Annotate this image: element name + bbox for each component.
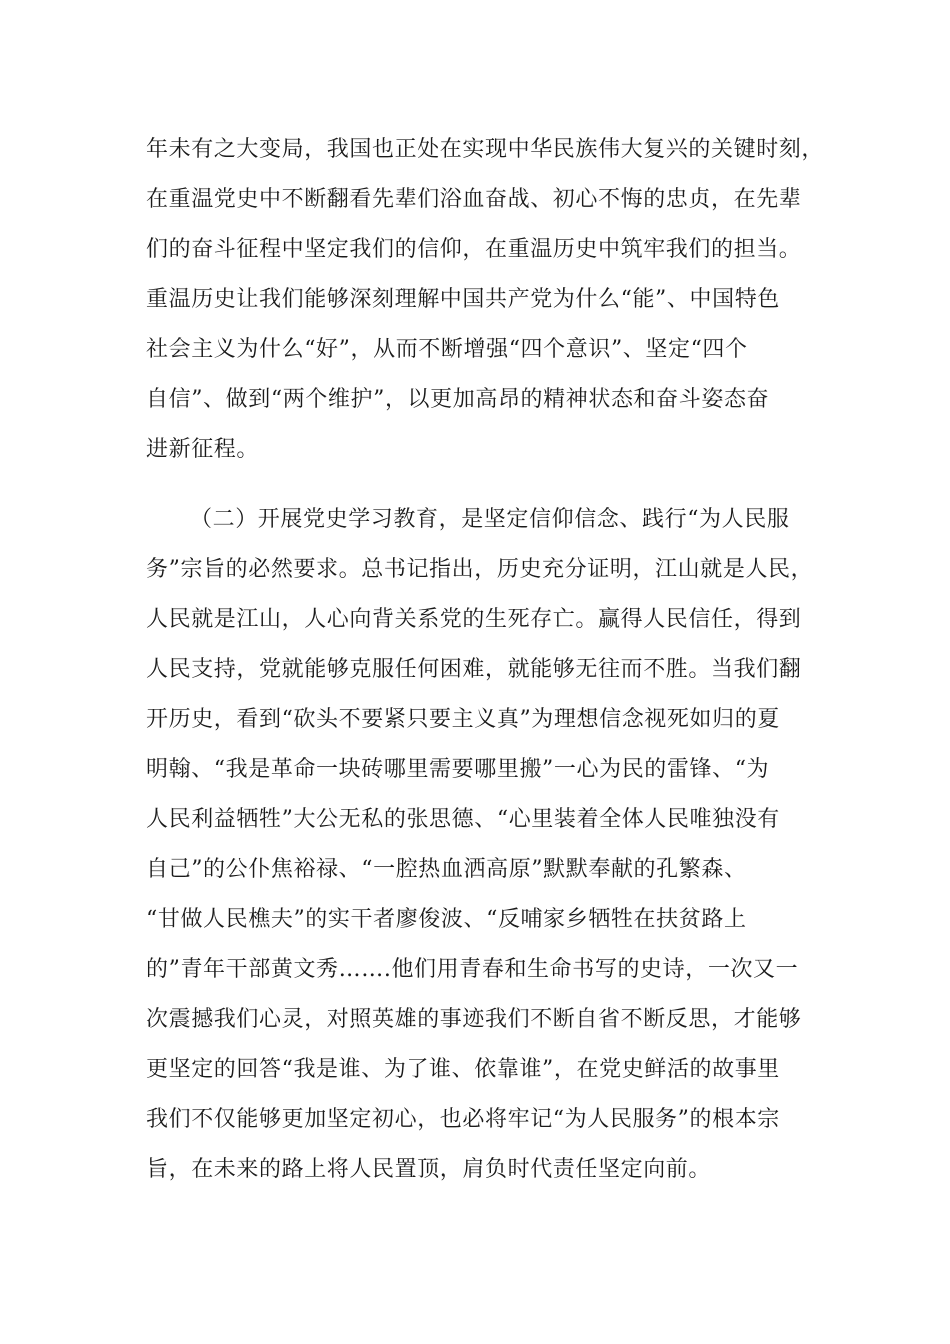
text-line: 旨，在未来的路上将人民置顶，肩负时代责任坚定向前。 [146, 1157, 712, 1182]
text-line: 们的奋斗征程中坚定我们的信仰，在重温历史中筑牢我们的担当。 [146, 237, 802, 262]
text-line: 社会主义为什么“好”，从而不断增强“四个意识”、坚定“四个 [146, 337, 748, 362]
text-line: 明翰、“我是革命一块砖哪里需要哪里搬”一心为民的雷锋、“为 [146, 757, 770, 782]
text-line: 人民利益牺牲”大公无私的张思德、“心里装着全体人民唯独没有 [146, 807, 780, 832]
text-line: 在重温党史中不断翻看先辈们浴血奋战、初心不悔的忠贞，在先辈 [146, 187, 802, 212]
text-line: 务”宗旨的必然要求。总书记指出，历史充分证明，江山就是人民， [146, 557, 814, 582]
text-line: 重温历史让我们能够深刻理解中国共产党为什么“能”、中国特色 [146, 287, 780, 312]
text-line: 开历史，看到“砍头不要紧只要主义真”为理想信念视死如归的夏 [146, 707, 780, 732]
text-line: 更坚定的回答“我是谁、为了谁、依靠谁”，在党史鲜活的故事里 [146, 1057, 780, 1082]
section-heading-line: （二）开展党史学习教育，是坚定信仰信念、践行“为人民服 [190, 507, 790, 532]
text-line: 年未有之大变局，我国也正处在实现中华民族伟大复兴的关键时刻， [146, 137, 825, 162]
text-line: 进新征程。 [146, 437, 260, 462]
text-line: 自信”、做到“两个维护”，以更加高昂的精神状态和奋斗姿态奋 [146, 387, 770, 412]
text-line: 的”青年干部黄文秀…….他们用青春和生命书写的史诗，一次又一 [146, 957, 799, 982]
text-line: 我们不仅能够更加坚定初心，也必将牢记“为人民服务”的根本宗 [146, 1107, 780, 1132]
text-line: 次震撼我们心灵，对照英雄的事迹我们不断自省不断反思，才能够 [146, 1007, 802, 1032]
text-line: “甘做人民樵夫”的实干者廖俊波、“反哺家乡牺牲在扶贫路上 [146, 907, 747, 932]
text-line: 人民支持，党就能够克服任何困难，就能够无往而不胜。当我们翻 [146, 657, 802, 682]
text-line: 人民就是江山，人心向背关系党的生死存亡。赢得人民信任，得到 [146, 607, 802, 632]
text-line: 自己”的公仆焦裕禄、“一腔热血洒高原”默默奉献的孔繁森、 [146, 857, 747, 882]
